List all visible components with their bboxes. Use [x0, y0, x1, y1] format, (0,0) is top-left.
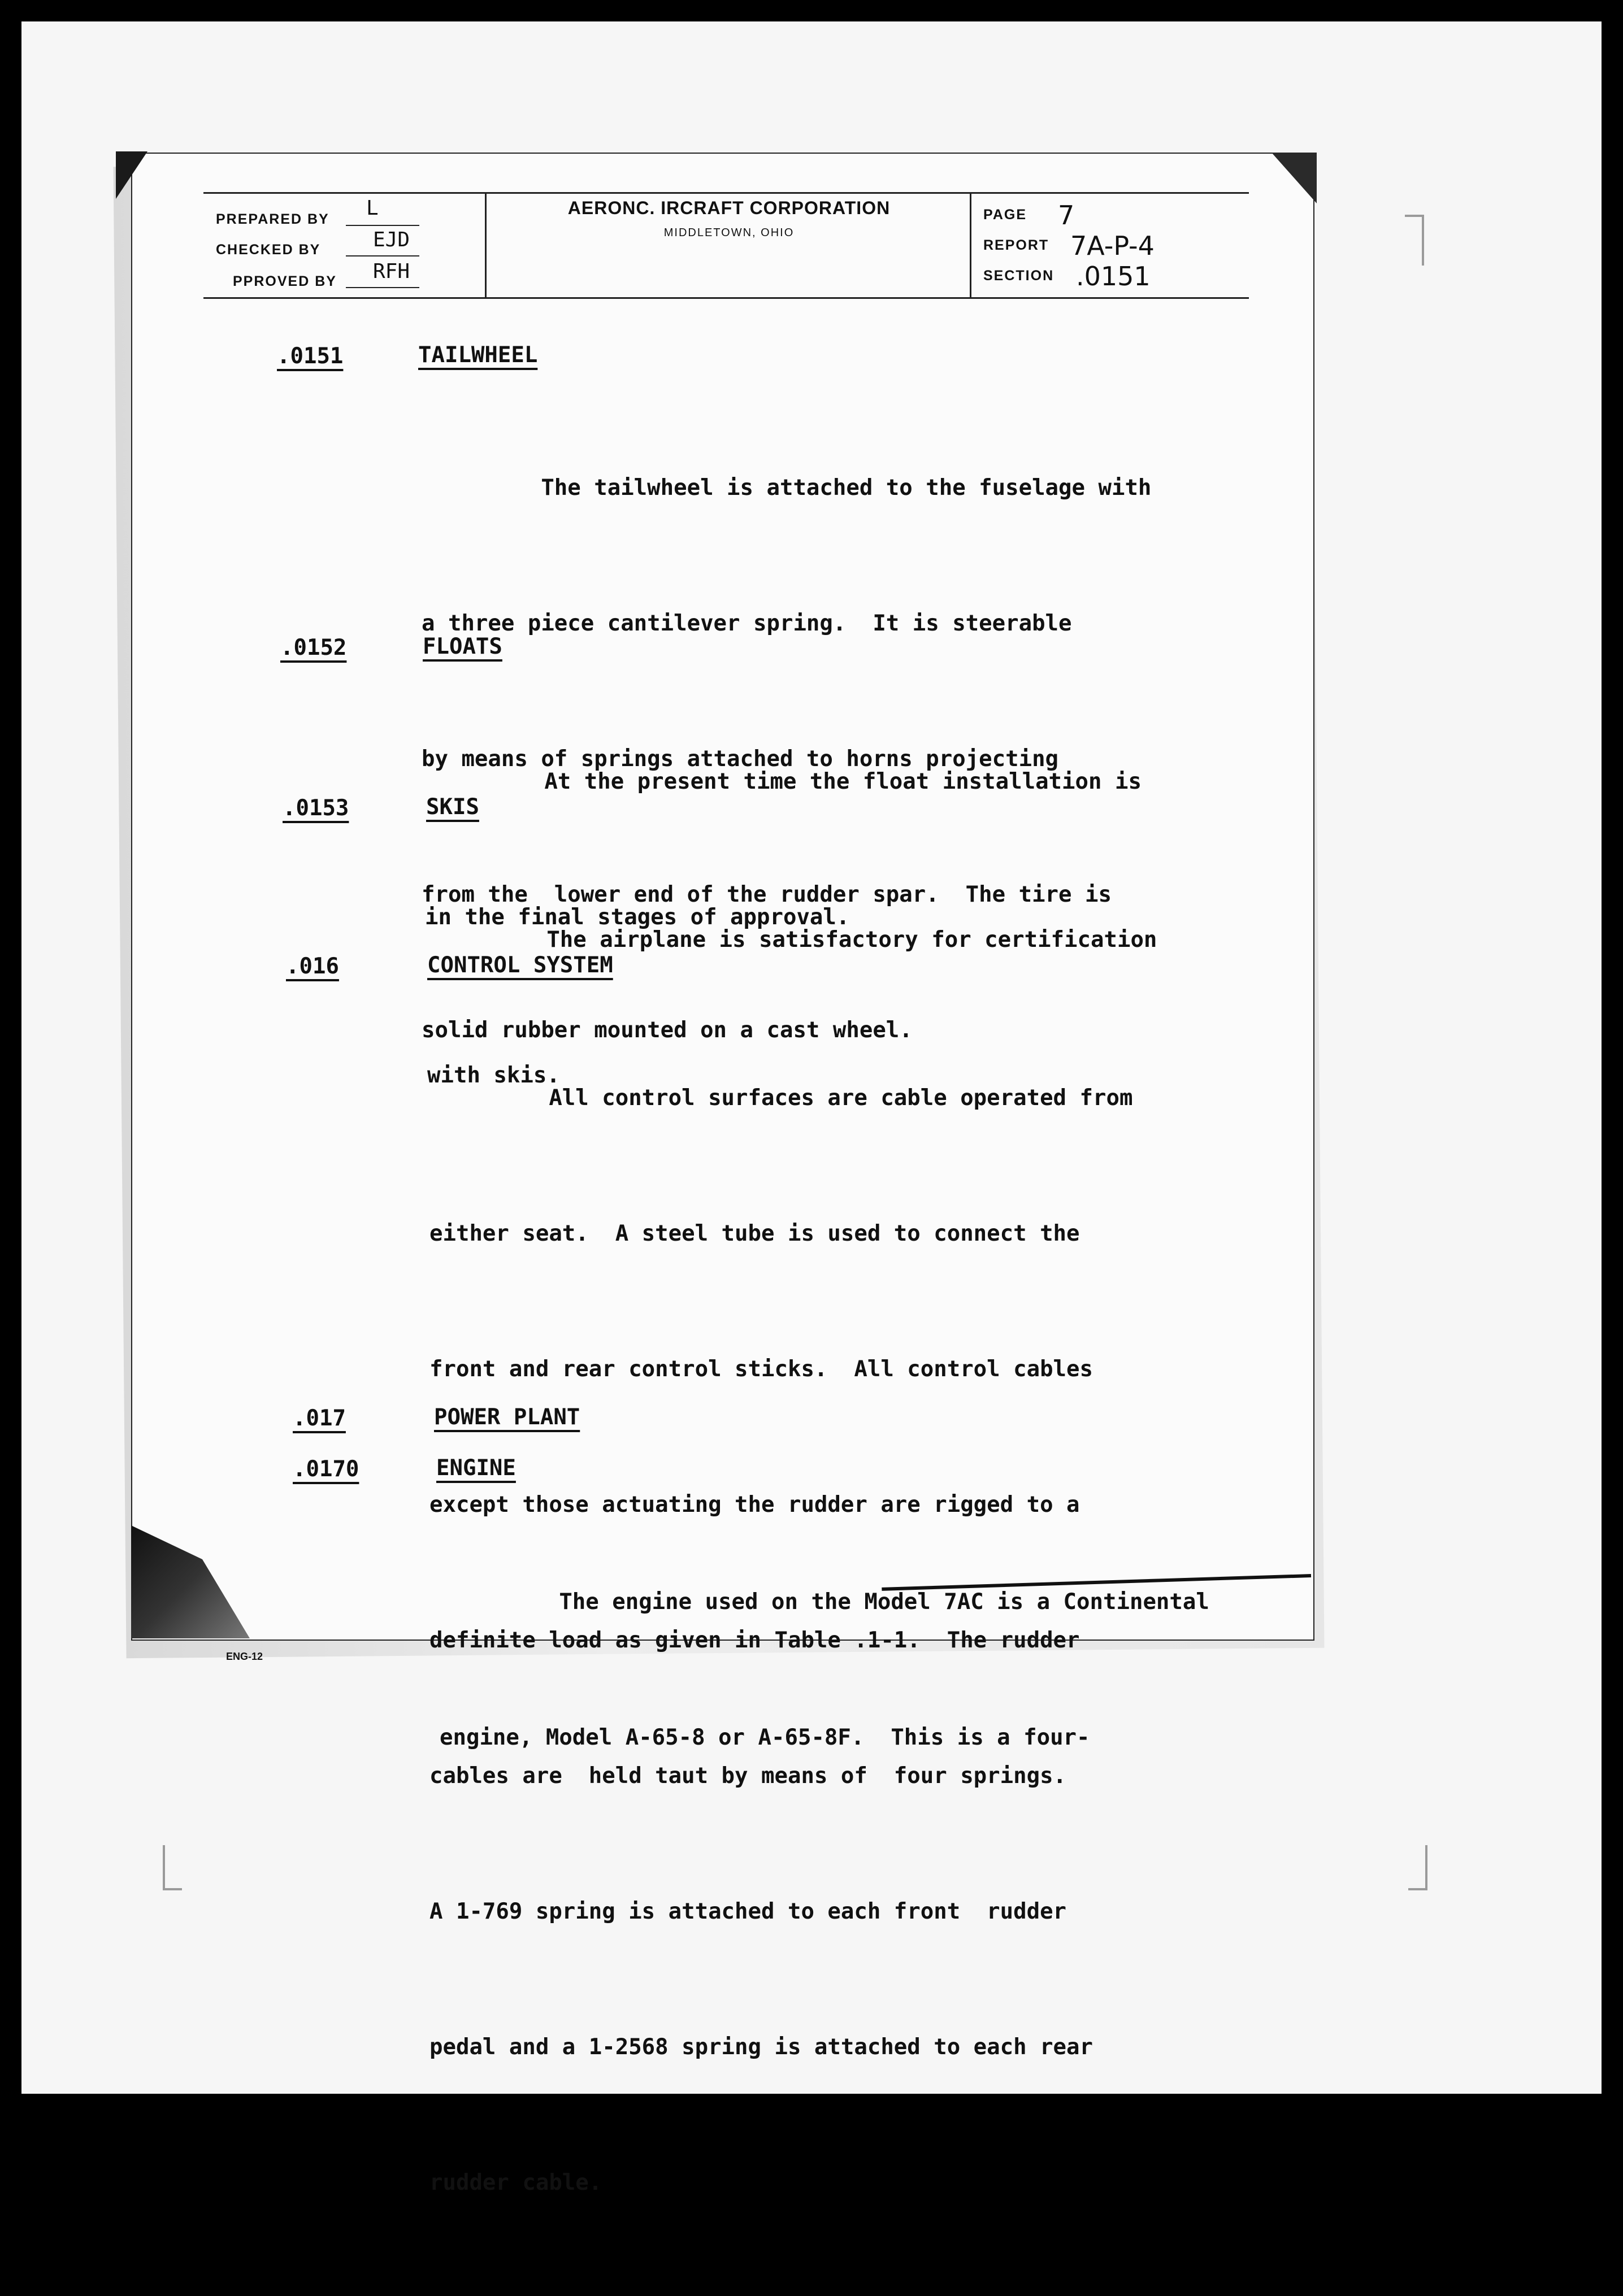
paragraph-line: except those actuating the rudder are rigged to a [429, 1492, 1080, 1517]
crop-mark [1405, 215, 1424, 217]
paragraph-line: The engine used on the Model 7AC is a Continental [440, 1589, 1209, 1615]
crop-mark [1422, 215, 1424, 266]
paragraph-line: front and rear control sticks. All control cables [429, 1356, 1093, 1382]
paragraph [440, 1489, 1209, 1851]
prepared-by-underline [346, 225, 419, 226]
approved-by-label: PPROVED BY [233, 273, 337, 289]
section-title: POWER PLANT [434, 1404, 580, 1430]
paragraph-line: At the present time the float installation is [425, 769, 1142, 794]
report-value: 7A-P-4 [1070, 231, 1155, 261]
crop-mark [163, 1845, 165, 1890]
paragraph-line: pedal and a 1-2568 spring is attached to each rear [429, 2034, 1093, 2060]
report-label: REPORT [983, 237, 1049, 253]
section-title: FLOATS [423, 634, 502, 659]
page-curl-top-left [116, 151, 147, 199]
crop-mark [1408, 1888, 1427, 1890]
paragraph-line: a three piece cantilever spring. It is steerable [422, 611, 1072, 636]
paragraph-line: in the final stages of approval. [425, 905, 850, 930]
paragraph-line: either seat. A steel tube is used to connect the [429, 1221, 1080, 1246]
company-block [486, 198, 972, 240]
paragraph-line: engine, Model A-65-8 or A-65-8F. This is a four- [440, 1725, 1090, 1750]
section-title: ENGINE [436, 1455, 516, 1481]
page-label: PAGE [983, 207, 1027, 223]
checked-by-label: CHECKED BY [216, 242, 321, 258]
paragraph-line: cables are held taut by means of four springs. [429, 1763, 1067, 1789]
section-number: .0153 [283, 795, 349, 821]
section-number: .0151 [277, 343, 344, 369]
form-number: ENG-12 [226, 1651, 263, 1662]
page-value: 7 [1058, 200, 1075, 231]
section-number: .0152 [280, 635, 347, 660]
page-curl-top-right [1272, 153, 1317, 203]
section-title: CONTROL SYSTEM [427, 953, 613, 978]
paragraph-line: solid rubber mounted on a cast wheel. [422, 1017, 913, 1043]
header-bottom-rule [203, 297, 1249, 299]
paragraph-line: A 1-769 spring is attached to each front rudder [429, 1899, 1067, 1924]
section-number: .016 [286, 954, 339, 979]
checked-by-value: EJD [373, 228, 410, 251]
paragraph-line: with skis. [427, 1063, 560, 1088]
section-title: SKIS [426, 794, 479, 820]
section-number: .0170 [293, 1456, 359, 1482]
approved-by-underline [346, 287, 419, 288]
paragraph-line: from the lower end of the rudder spar. The tire is [422, 882, 1112, 907]
company-name: AERONC. IRCRAFT CORPORATION [567, 198, 891, 218]
section-title: TAILWHEEL [418, 342, 538, 368]
checked-by-underline [346, 255, 419, 256]
crop-mark [1425, 1845, 1427, 1890]
paragraph-line: The airplane is satisfactory for certification [427, 927, 1157, 953]
paragraph-line: All control surfaces are cable operated from [429, 1085, 1133, 1111]
section-label: SECTION [983, 268, 1054, 284]
prepared-by-value: L [366, 197, 379, 220]
paragraph-line: The tailwheel is attached to the fuselage with [422, 475, 1152, 501]
header-top-rule [203, 192, 1249, 194]
approved-by-value: RFH [373, 260, 410, 283]
crop-mark [163, 1888, 182, 1890]
company-city: MIDDLETOWN, OHIO [663, 227, 795, 239]
section-value: .0151 [1076, 261, 1151, 292]
paragraph-line: definite load as given in Table .1-1. The rudder [429, 1628, 1080, 1653]
paragraph-line: rudder cable. [429, 2170, 602, 2195]
prepared-by-label: PREPARED BY [216, 211, 329, 227]
paragraph-line: by means of springs attached to horns projecting [422, 746, 1059, 772]
section-number: .017 [293, 1406, 346, 1431]
